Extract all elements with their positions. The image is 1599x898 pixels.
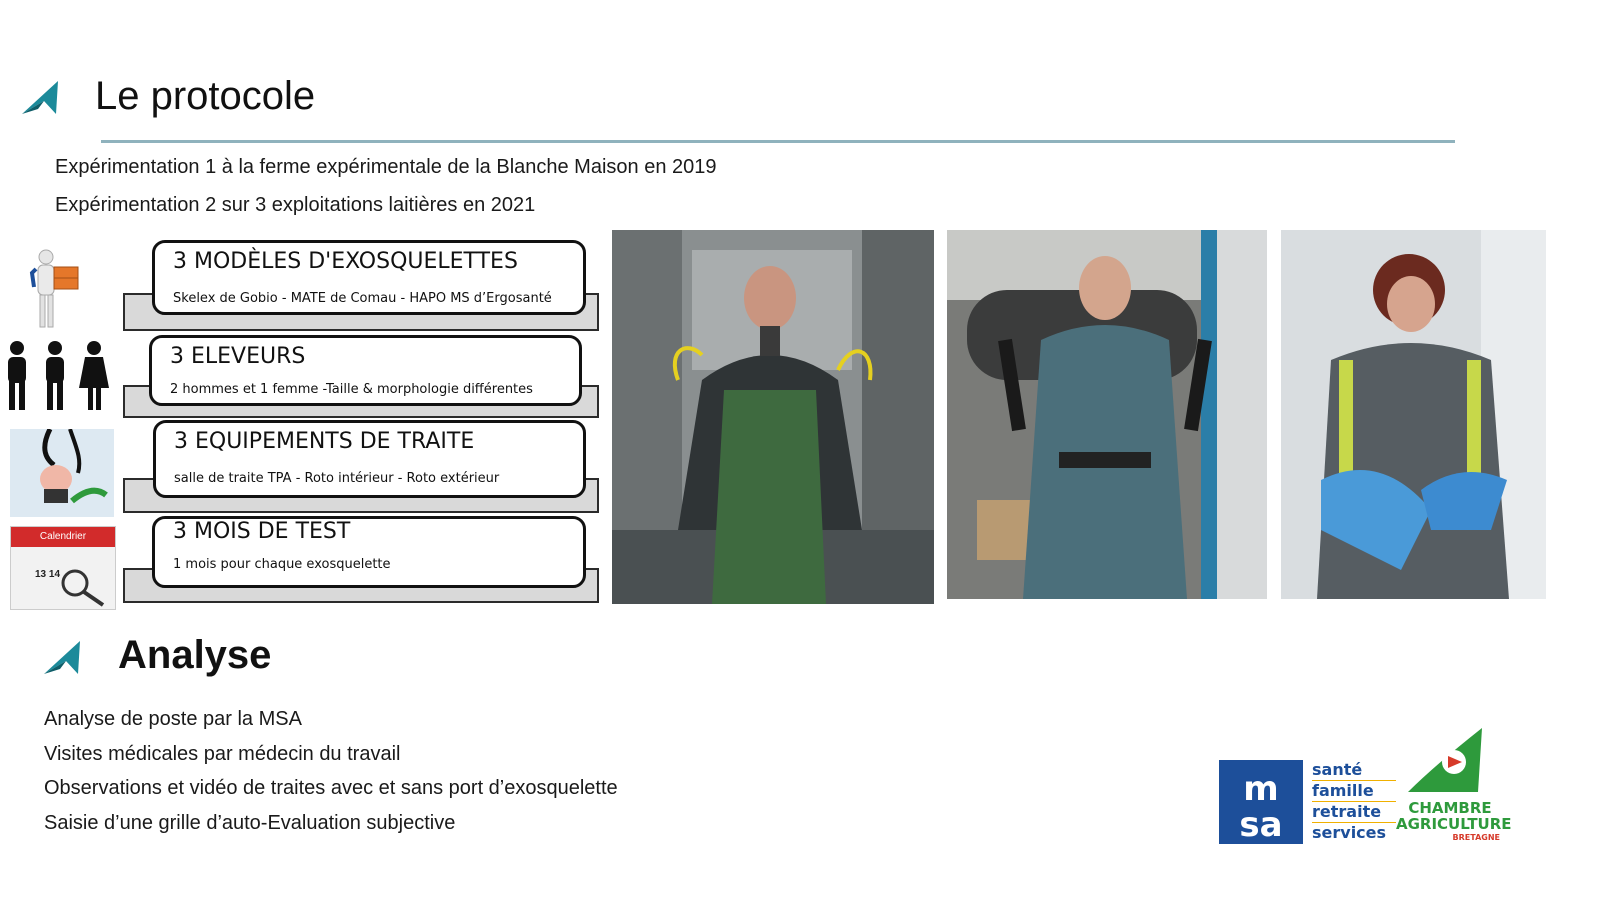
agriculture-label: AGRICULTURE — [1396, 815, 1512, 833]
analyse-item-4: Saisie d’une grille d’auto-Evaluation subjective — [44, 812, 456, 834]
msa-logo — [1219, 760, 1303, 844]
calendar-days: 13 14 — [35, 569, 61, 580]
teal-arrow-icon — [20, 79, 62, 117]
box-farmers — [149, 335, 582, 406]
msa-words — [1312, 760, 1396, 844]
box-months — [152, 516, 586, 588]
exoskeleton-figure-icon — [24, 247, 86, 331]
photo-farmer-2 — [947, 230, 1267, 599]
box-months-heading: 3 MOIS DE TEST — [173, 519, 351, 544]
intro-line-2: Expérimentation 2 sur 3 exploitations laitières en 2021 — [55, 194, 536, 216]
calendar-header: Calendrier — [11, 527, 115, 547]
magnifier-icon — [59, 567, 107, 607]
bretagne-label: BRETAGNE — [1452, 833, 1500, 842]
analyse-item-2: Visites médicales par médecin du travail — [44, 743, 401, 765]
box-farmers-sub: 2 hommes et 1 femme -Taille & morphologie différentes — [170, 382, 533, 397]
analyse-item-1: Analyse de poste par la MSA — [44, 708, 302, 730]
title-divider — [101, 140, 1455, 143]
box-models — [152, 240, 586, 315]
msa-word-3: retraite — [1312, 802, 1396, 823]
svg-text:m: m — [1243, 769, 1279, 809]
page-title: Le protocole — [95, 74, 316, 118]
analyse-title: Analyse — [118, 633, 272, 677]
photo-farmer-1 — [612, 230, 934, 604]
box-equipment-heading: 3 EQUIPEMENTS DE TRAITE — [174, 429, 475, 454]
msa-word-1: santé — [1312, 760, 1396, 781]
milking-equipment-icon — [10, 429, 114, 517]
chambre-label: CHAMBRE — [1408, 799, 1492, 817]
calendar-icon — [10, 526, 116, 610]
box-models-sub: Skelex de Gobio - MATE de Comau - HAPO MS d’Ergosanté — [173, 291, 552, 306]
msa-word-2: famille — [1312, 781, 1396, 802]
svg-text:sa: sa — [1239, 805, 1283, 844]
photo-farmer-3 — [1281, 230, 1546, 599]
teal-arrow-icon-analyse — [42, 639, 84, 677]
msa-word-4: services — [1312, 823, 1387, 842]
people-icon — [3, 340, 113, 412]
box-equipment-sub: salle de traite TPA - Roto intérieur - Roto extérieur — [174, 471, 500, 486]
box-months-sub: 1 mois pour chaque exosquelette — [173, 557, 391, 572]
box-models-heading: 3 MODÈLES D'EXOSQUELETTES — [173, 249, 518, 274]
intro-line-1: Expérimentation 1 à la ferme expérimentale de la Blanche Maison en 2019 — [55, 156, 717, 178]
analyse-item-3: Observations et vidéo de traites avec et sans port d’exosquelette — [44, 777, 618, 799]
box-equipment — [153, 420, 586, 498]
box-farmers-heading: 3 ELEVEURS — [170, 344, 306, 369]
chambre-agriculture-emblem-icon — [1404, 726, 1486, 796]
